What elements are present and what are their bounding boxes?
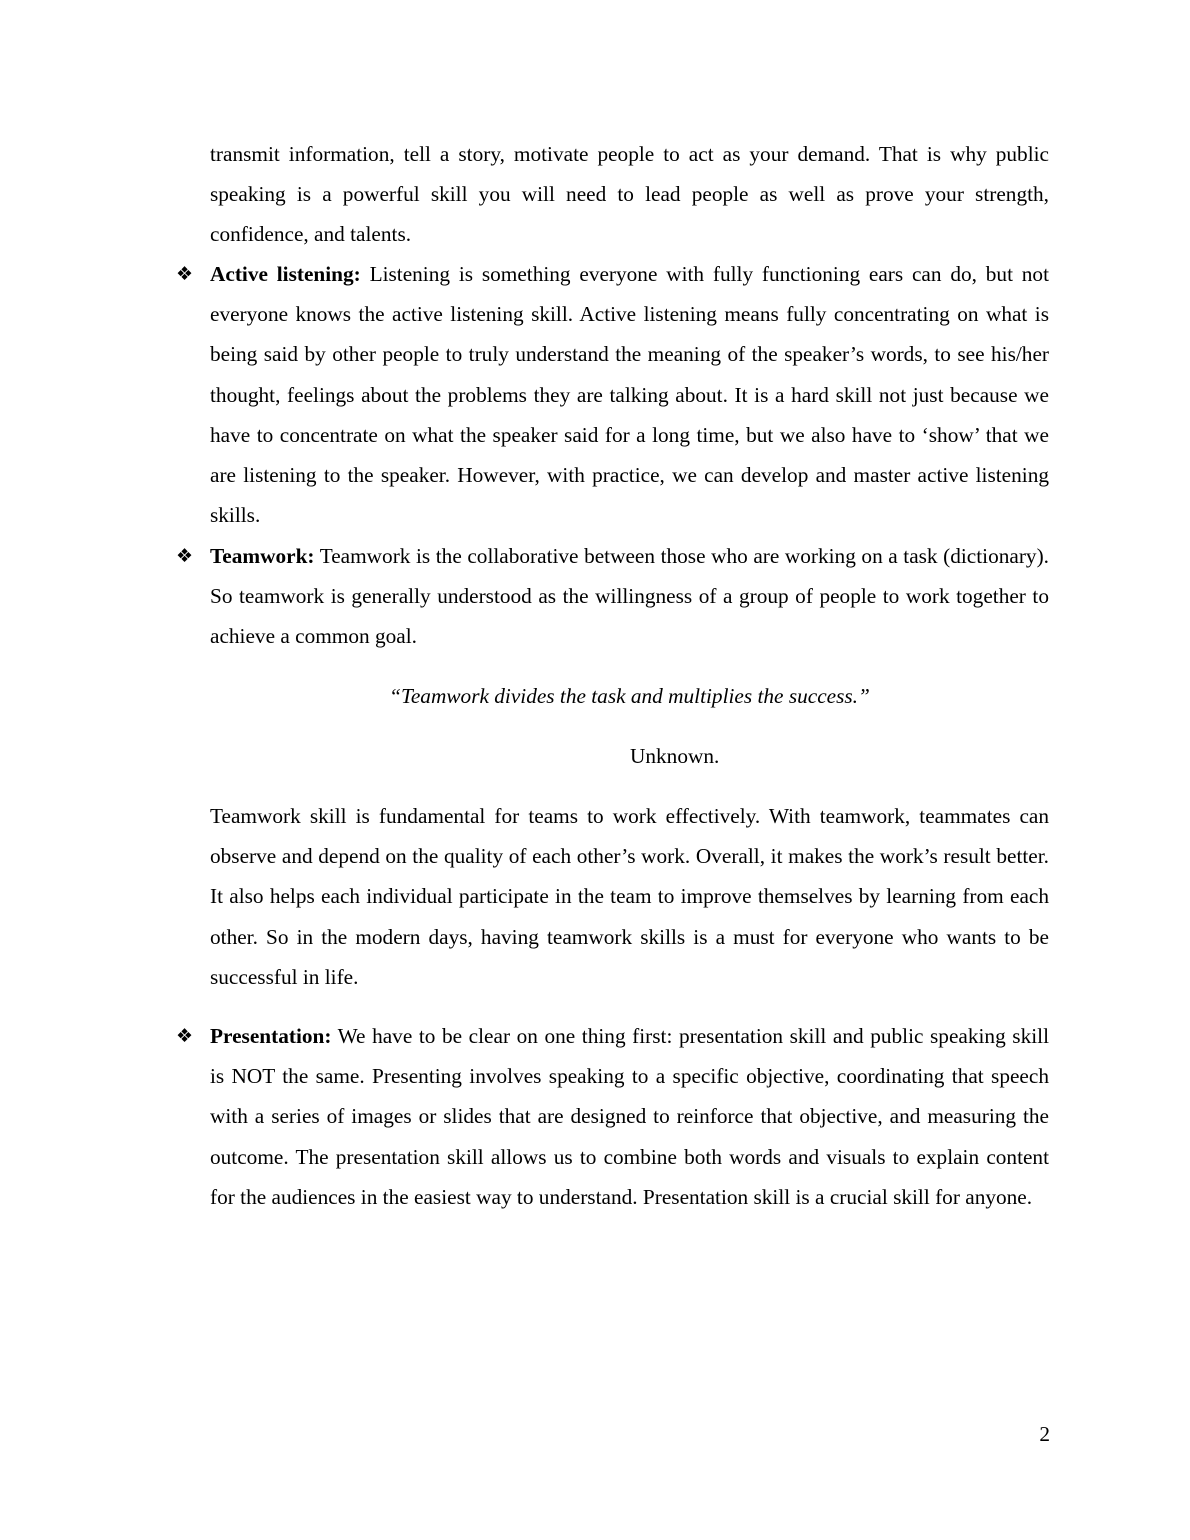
active-listening-term: Active listening: bbox=[210, 262, 361, 286]
page-number: 2 bbox=[1039, 1422, 1050, 1446]
active-listening-paragraph bbox=[210, 254, 1049, 535]
teamwork-text: Teamwork is the collaborative between those who are working on a task (dictionary). So teamwork is generally understood as the willingness of a group of people to work together to achieve a common goal. bbox=[210, 544, 1049, 649]
active-listening-text: Listening is something everyone with fully functioning ears can do, but not everyone knows the active listening skill. Active listening means fully concentrating on what is being said by other people to truly understand the meaning of the speaker’s words, to see his/her thought, feelings about the problems they are talking about. It is a hard skill not just because we have to concentrate on what the speaker said for a long time, but we also have to ‘show’ that we are listening to the speaker. However, with practice, we can develop and master active listening skills. bbox=[210, 262, 1049, 528]
presentation-text: We have to be clear on one thing first: presentation skill and public speaking skill is NOT the same. Presenting involves speaking to a specific objective, coordinating that speech with a series of images or slides that are designed to reinforce that objective, and measuring the outcome. The presentation skill allows us to combine both words and visuals to explain content for the audiences in the easiest way to understand. Presentation skill is a crucial skill for anyone. bbox=[210, 1024, 1049, 1209]
bullet-icon: ❖ bbox=[176, 1025, 194, 1047]
bullet-icon: ❖ bbox=[176, 545, 194, 567]
public-speaking-continuation: transmit information, tell a story, motivate people to act as your demand. That is why public speaking is a powerful skill you will need to lead people as well as prove your strength, confidence, and talents. bbox=[210, 142, 1049, 247]
bullet-icon: ❖ bbox=[176, 263, 194, 285]
quote-attribution: Unknown. bbox=[630, 744, 720, 768]
presentation-paragraph bbox=[210, 1016, 1049, 1217]
teamwork-quote: “Teamwork divides the task and multiplies the success.” bbox=[389, 684, 870, 708]
teamwork-follow-up-paragraph: Teamwork skill is fundamental for teams to work effectively. With teamwork, teammates can observe and depend on the quality of each other’s work. Overall, it makes the work’s result better. It also helps each individual participate in the team to improve themselves by learning from each other. So in the modern days, having teamwork skills is a must for everyone who wants to be successful in life. bbox=[210, 804, 1049, 989]
teamwork-term: Teamwork: bbox=[210, 544, 315, 568]
presentation-term: Presentation: bbox=[210, 1024, 332, 1048]
teamwork-paragraph bbox=[210, 536, 1049, 657]
